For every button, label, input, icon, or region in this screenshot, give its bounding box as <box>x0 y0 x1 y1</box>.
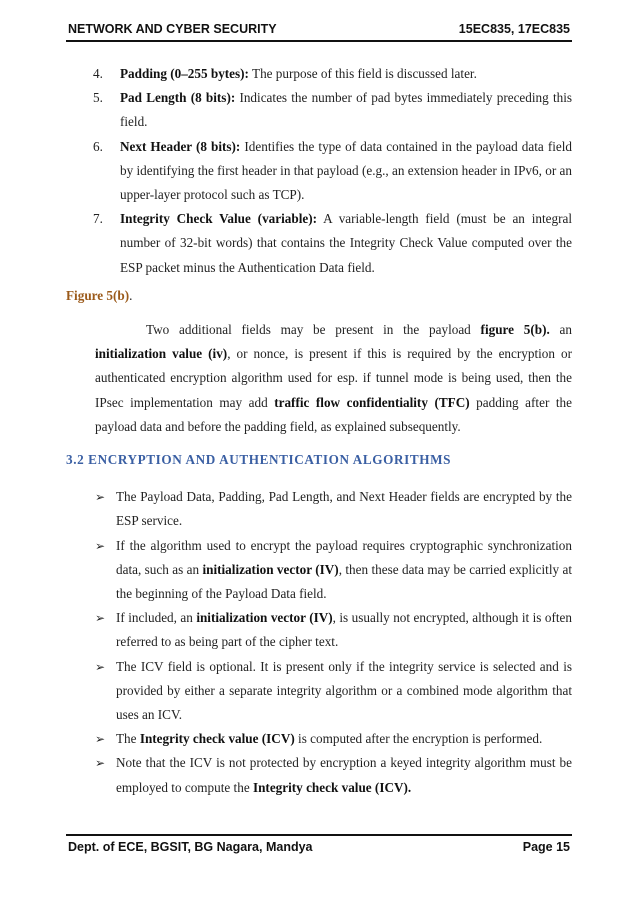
header-course-title: NETWORK AND CYBER SECURITY <box>68 22 277 36</box>
list-term: Next Header (8 bits): <box>120 138 241 154</box>
bullet-text: , is usually not encrypted, although it is often referred to as being part of the cipher text. <box>116 610 572 650</box>
arrow-bullet-icon: ➢ <box>95 611 106 626</box>
page-footer <box>68 840 570 858</box>
bullet-text: Note that the ICV is not protected by encryption a keyed integrity algorithm must be employed to compute the <box>116 755 572 795</box>
page-number: Page 15 <box>522 840 570 854</box>
list-term: Padding (0–255 bytes): <box>120 66 249 81</box>
figure-suffix: . <box>129 287 133 303</box>
list-item <box>66 62 572 86</box>
list-item <box>66 606 572 654</box>
bullet-text: The Payload Data, Padding, Pad Length, and Next Header fields are encrypted by the ESP service. <box>116 489 572 529</box>
bullet-text: The <box>116 731 140 747</box>
list-item <box>66 655 572 728</box>
paragraph-text: padding after the payload data and before the padding field, as explained subsequently. <box>95 394 572 434</box>
list-text: A variable-length field (must be an integral number of 32-bit words) that contains the Integrity Check Value computed over the ESP packet minus the Authentication Data field. <box>120 211 572 275</box>
arrow-bullet-icon: ➢ <box>95 538 106 553</box>
bullet-bold: Integrity check value (ICV) <box>139 731 295 747</box>
figure-label: Figure 5(b) <box>66 287 130 303</box>
list-text: Identifies the type of data contained in the payload data field by identifying the first header in that payload (e.g., an extension header in IPv6, or an upper-layer protocol such as TCP). <box>120 138 572 203</box>
list-item <box>66 86 572 134</box>
arrow-bullet-icon: ➢ <box>95 659 106 674</box>
bullet-bold: Integrity check value (ICV). <box>252 779 412 795</box>
paragraph-bold: traffic flow confidentiality (TFC) <box>274 394 470 410</box>
paragraph-text: , or nonce, is present if this is required by the encryption or authenticated encryption algorithm used for esp. if tunnel mode is being used, then the IPsec implementation may add <box>95 346 572 410</box>
list-term: Integrity Check Value (variable): <box>120 211 318 227</box>
list-number: 7. <box>93 211 103 227</box>
bullet-list <box>66 485 572 800</box>
paragraph-bold: figure 5(b). <box>480 322 550 338</box>
esp-field-list <box>66 62 572 280</box>
arrow-bullet-icon: ➢ <box>95 490 106 505</box>
figure-reference <box>66 284 572 308</box>
list-item <box>66 135 572 208</box>
body-paragraph <box>66 318 572 439</box>
list-number: 5. <box>93 90 103 106</box>
arrow-bullet-icon: ➢ <box>95 732 106 747</box>
paragraph-text: Two additional fields may be present in the payload <box>146 322 481 338</box>
bullet-bold: initialization vector (IV) <box>196 610 333 626</box>
list-term: Pad Length (8 bits): <box>120 90 236 106</box>
bullet-bold: initialization vector (IV) <box>202 561 339 577</box>
arrow-bullet-icon: ➢ <box>95 756 106 771</box>
paragraph-bold: initialization value (iv) <box>95 346 228 362</box>
bullet-text: If included, an <box>116 610 197 626</box>
list-number: 4. <box>93 66 103 81</box>
footer-institution: Dept. of ECE, BGSIT, BG Nagara, Mandya <box>68 840 313 854</box>
footer-rule <box>66 834 572 836</box>
header-rule <box>66 40 572 42</box>
page-content <box>66 62 572 800</box>
list-item <box>66 485 572 533</box>
header-course-code: 15EC835, 17EC835 <box>458 22 570 36</box>
section-heading: 3.2 ENCRYPTION AND AUTHENTICATION ALGORITHMS <box>66 452 452 468</box>
list-item <box>66 727 572 751</box>
bullet-text: is computed after the encryption is performed. <box>294 731 543 747</box>
list-item <box>66 207 572 280</box>
list-number: 6. <box>93 138 103 154</box>
list-text: The purpose of this field is discussed later. <box>248 66 477 81</box>
bullet-text: The ICV field is optional. It is present only if the integrity service is selected and is provided by either a separate integrity algorithm or a combined mode algorithm that uses an ICV. <box>116 658 572 723</box>
list-item <box>66 534 572 607</box>
list-text: Indicates the number of pad bytes immediately preceding this field. <box>120 90 572 130</box>
bullet-text: , then these data may be carried explicitly at the beginning of the Payload Data field. <box>116 561 573 602</box>
paragraph-text: an <box>549 322 572 338</box>
bullet-text: If the algorithm used to encrypt the payload requires cryptographic synchronization data, such as an <box>116 537 572 577</box>
page-header <box>68 22 570 40</box>
list-item <box>66 751 572 799</box>
